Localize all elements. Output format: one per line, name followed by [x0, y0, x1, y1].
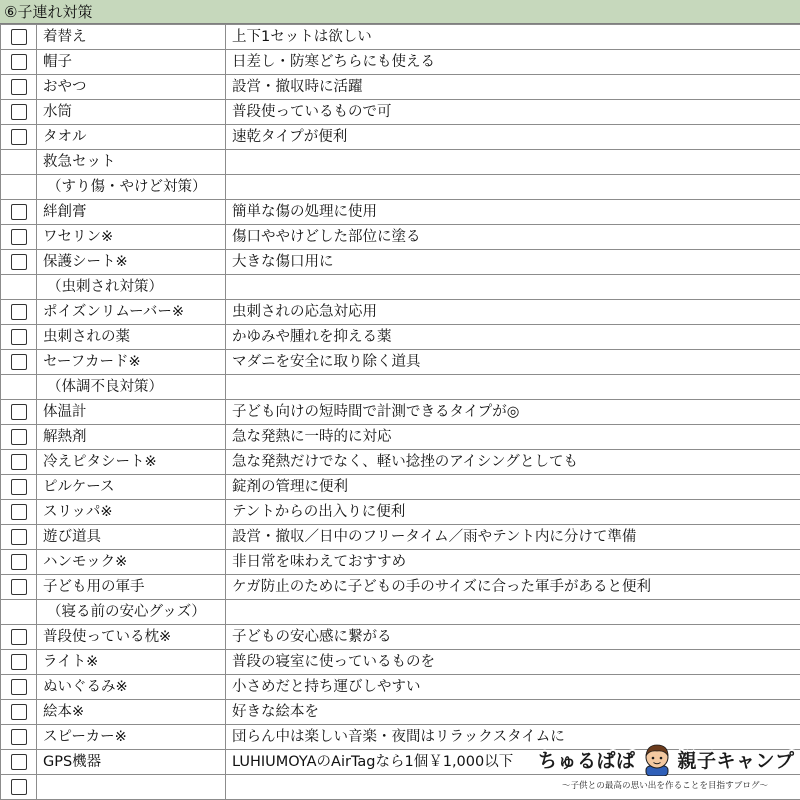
- item-note: [226, 175, 800, 200]
- checkbox-cell: [1, 125, 37, 150]
- item-note: 錠剤の管理に便利: [226, 475, 800, 500]
- table-row: [1, 475, 800, 500]
- item-note: 急な発熱だけでなく、軽い捻挫のアイシングとしても: [226, 450, 800, 475]
- item-note: 虫刺されの応急対応用: [226, 300, 800, 325]
- checkbox-cell: [1, 625, 37, 650]
- table-row: [1, 400, 800, 425]
- item-name: 遊び道具: [37, 525, 226, 550]
- checkbox[interactable]: [11, 479, 27, 495]
- checkbox-cell: [1, 525, 37, 550]
- item-name: ワセリン※: [37, 225, 226, 250]
- checkbox-cell: [1, 725, 37, 750]
- checkbox[interactable]: [11, 129, 27, 145]
- table-row: [1, 375, 800, 400]
- checkbox[interactable]: [11, 729, 27, 745]
- checkbox-cell: [1, 425, 37, 450]
- item-note: 普段使っているもので可: [226, 100, 800, 125]
- table-row: [1, 650, 800, 675]
- item-name: ぬいぐるみ※: [37, 675, 226, 700]
- category-label: （虫刺され対策）: [37, 275, 226, 300]
- table-row: [1, 200, 800, 225]
- checklist-rows: [1, 25, 800, 800]
- item-note: 子どもの安心感に繋がる: [226, 625, 800, 650]
- checkbox-cell: [1, 600, 37, 625]
- item-name: 絵本※: [37, 700, 226, 725]
- item-note: 速乾タイプが便利: [226, 125, 800, 150]
- checkbox-cell: [1, 450, 37, 475]
- checkbox[interactable]: [11, 329, 27, 345]
- checkbox[interactable]: [11, 704, 27, 720]
- table-row: [1, 675, 800, 700]
- blog-logo-watermark: [538, 741, 795, 797]
- table-row: [1, 575, 800, 600]
- checkbox[interactable]: [11, 679, 27, 695]
- checkbox[interactable]: [11, 779, 27, 795]
- checkbox-cell: [1, 250, 37, 275]
- table-row: [1, 350, 800, 375]
- table-row: [1, 75, 800, 100]
- boy-face-icon: [640, 742, 674, 776]
- checkbox[interactable]: [11, 454, 27, 470]
- item-note: 傷口ややけどした部位に塗る: [226, 225, 800, 250]
- checkbox-cell: [1, 25, 37, 50]
- checkbox[interactable]: [11, 54, 27, 70]
- item-name: セーフカード※: [37, 350, 226, 375]
- checkbox-cell: [1, 500, 37, 525]
- checkbox[interactable]: [11, 354, 27, 370]
- checkbox-cell: [1, 400, 37, 425]
- logo-title: [538, 741, 795, 777]
- logo-text-right: 親子キャンプ: [677, 749, 795, 772]
- checkbox-cell: [1, 225, 37, 250]
- checkbox-cell: [1, 775, 37, 800]
- item-name: 救急セット: [37, 150, 226, 175]
- item-note: ケガ防止のために子どもの手のサイズに合った軍手があると便利: [226, 575, 800, 600]
- item-note: 簡単な傷の処理に使用: [226, 200, 800, 225]
- item-name: ポイズンリムーバー※: [37, 300, 226, 325]
- item-note: かゆみや腫れを抑える薬: [226, 325, 800, 350]
- checkbox-cell: [1, 375, 37, 400]
- category-label: （体調不良対策）: [37, 375, 226, 400]
- checkbox[interactable]: [11, 304, 27, 320]
- category-label: （寝る前の安心グッズ）: [37, 600, 226, 625]
- category-label: （すり傷・やけど対策）: [37, 175, 226, 200]
- checkbox-cell: [1, 350, 37, 375]
- item-name: 普段使っている枕※: [37, 625, 226, 650]
- checkbox-cell: [1, 550, 37, 575]
- item-note: 設営・撤収／日中のフリータイム／雨やテント内に分けて準備: [226, 525, 800, 550]
- item-note: 非日常を味わえておすすめ: [226, 550, 800, 575]
- checkbox[interactable]: [11, 504, 27, 520]
- item-note: 上下1セットは欲しい: [226, 25, 800, 50]
- checkbox-cell: [1, 275, 37, 300]
- table-row: [1, 700, 800, 725]
- item-name: 冷えピタシート※: [37, 450, 226, 475]
- item-name: 着替え: [37, 25, 226, 50]
- checkbox-cell: [1, 650, 37, 675]
- table-row: [1, 250, 800, 275]
- item-note: 普段の寝室に使っているものを: [226, 650, 800, 675]
- item-name: 子ども用の軍手: [37, 575, 226, 600]
- checkbox[interactable]: [11, 254, 27, 270]
- item-name: 体温計: [37, 400, 226, 425]
- item-name: 解熱剤: [37, 425, 226, 450]
- checkbox[interactable]: [11, 29, 27, 45]
- checkbox[interactable]: [11, 654, 27, 670]
- item-note: 日差し・防寒どちらにも使える: [226, 50, 800, 75]
- checkbox[interactable]: [11, 104, 27, 120]
- table-row: [1, 225, 800, 250]
- item-note: 大きな傷口用に: [226, 250, 800, 275]
- logo-text-left: ちゅるぱぱ: [538, 749, 636, 772]
- table-row: [1, 25, 800, 50]
- item-note: [226, 600, 800, 625]
- item-name: ライト※: [37, 650, 226, 675]
- table-row: [1, 600, 800, 625]
- table-row: [1, 525, 800, 550]
- checkbox-cell: [1, 675, 37, 700]
- item-note: [226, 375, 800, 400]
- item-note: [226, 275, 800, 300]
- section-title: ⑥子連れ対策: [0, 0, 800, 24]
- checkbox-cell: [1, 575, 37, 600]
- item-note: マダニを安全に取り除く道具: [226, 350, 800, 375]
- item-note: 小さめだと持ち運びしやすい: [226, 675, 800, 700]
- checkbox-cell: [1, 475, 37, 500]
- table-row: [1, 125, 800, 150]
- table-row: [1, 325, 800, 350]
- checklist-table: [0, 24, 800, 800]
- item-name: ピルケース: [37, 475, 226, 500]
- item-name: おやつ: [37, 75, 226, 100]
- item-name: スリッパ※: [37, 500, 226, 525]
- table-row: [1, 150, 800, 175]
- table-row: [1, 450, 800, 475]
- item-note: LUHIUMOYAのAirTagなら1個￥1,000以下: [226, 750, 800, 775]
- table-row: [1, 500, 800, 525]
- checkbox-cell: [1, 75, 37, 100]
- item-note: テントからの出入りに便利: [226, 500, 800, 525]
- item-name: 虫刺されの薬: [37, 325, 226, 350]
- item-note: 団らん中は楽しい音楽・夜間はリラックスタイムに: [226, 725, 800, 750]
- item-name: 絆創膏: [37, 200, 226, 225]
- table-row: [1, 175, 800, 200]
- checkbox-cell: [1, 175, 37, 200]
- table-row: [1, 550, 800, 575]
- checkbox[interactable]: [11, 204, 27, 220]
- checkbox[interactable]: [11, 529, 27, 545]
- item-note: 急な発熱に一時的に対応: [226, 425, 800, 450]
- table-row: [1, 425, 800, 450]
- checkbox-cell: [1, 325, 37, 350]
- item-name: 帽子: [37, 50, 226, 75]
- item-name: GPS機器: [37, 750, 226, 775]
- table-row: [1, 275, 800, 300]
- table-row: [1, 625, 800, 650]
- item-note: 子ども向けの短時間で計測できるタイプが◎: [226, 400, 800, 425]
- checkbox-cell: [1, 300, 37, 325]
- item-name: 水筒: [37, 100, 226, 125]
- checkbox-cell: [1, 100, 37, 125]
- checkbox[interactable]: [11, 79, 27, 95]
- item-name: ハンモック※: [37, 550, 226, 575]
- item-name: スピーカー※: [37, 725, 226, 750]
- checkbox[interactable]: [11, 754, 27, 770]
- table-row: [1, 300, 800, 325]
- checkbox[interactable]: [11, 579, 27, 595]
- item-name: [37, 775, 226, 800]
- checkbox[interactable]: [11, 554, 27, 570]
- checkbox-cell: [1, 150, 37, 175]
- checkbox[interactable]: [11, 429, 27, 445]
- item-note: 設営・撤収時に活躍: [226, 75, 800, 100]
- checkbox[interactable]: [11, 629, 27, 645]
- item-note: [226, 150, 800, 175]
- checkbox-cell: [1, 200, 37, 225]
- item-name: 保護シート※: [37, 250, 226, 275]
- checkbox[interactable]: [11, 229, 27, 245]
- table-row: [1, 50, 800, 75]
- checkbox-cell: [1, 700, 37, 725]
- item-note: 好きな絵本を: [226, 700, 800, 725]
- checkbox[interactable]: [11, 404, 27, 420]
- checkbox-cell: [1, 50, 37, 75]
- item-name: タオル: [37, 125, 226, 150]
- logo-tagline: 〜子供との最高の思い出を作ることを目指すブログ〜: [561, 781, 769, 791]
- table-row: [1, 100, 800, 125]
- checkbox-cell: [1, 750, 37, 775]
